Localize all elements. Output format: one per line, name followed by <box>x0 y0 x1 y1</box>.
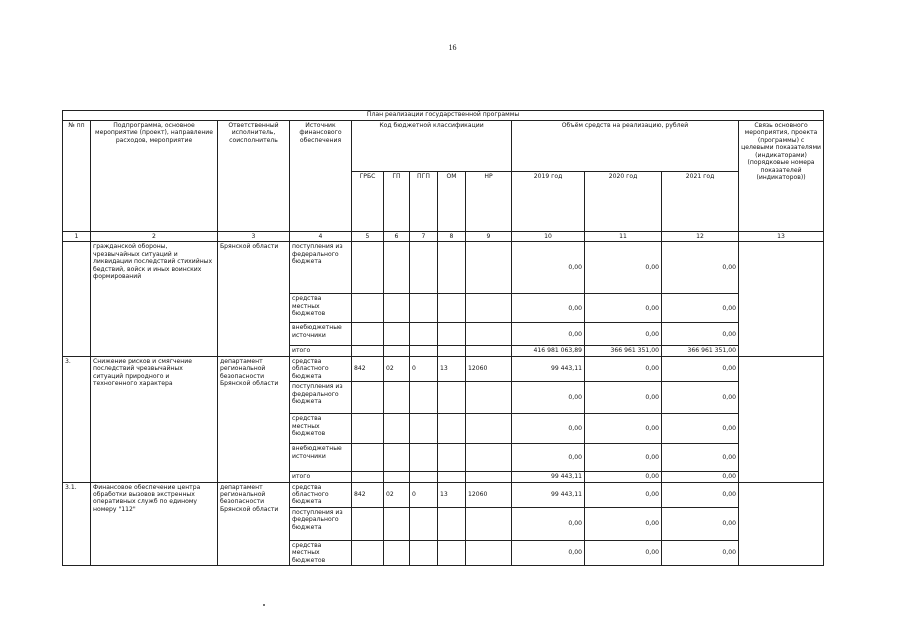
amount-2019: 0,00 <box>512 323 585 346</box>
code-om <box>438 414 466 444</box>
code-grbs <box>352 323 384 346</box>
amount-2021: 0,00 <box>662 323 739 346</box>
header-num: № пп <box>63 121 91 232</box>
amount-2020: 0,00 <box>585 472 662 482</box>
header-pgp: ПГП <box>410 172 438 232</box>
table-row <box>63 356 824 381</box>
column-number: 10 <box>512 232 585 242</box>
code-grbs <box>352 507 384 540</box>
funding-source: средства местных бюджетов <box>290 414 352 444</box>
funding-source: поступления из федерального бюджета <box>290 382 352 414</box>
amount-2021: 0,00 <box>662 472 739 482</box>
code-gp <box>384 294 410 323</box>
funding-source: внебюджетные источники <box>290 444 352 472</box>
scan-speck <box>263 604 265 606</box>
amount-2019: 0,00 <box>512 242 585 294</box>
code-om <box>438 382 466 414</box>
amount-2019: 99 443,11 <box>512 356 585 381</box>
amount-2019: 0,00 <box>512 382 585 414</box>
funding-source: средства местных бюджетов <box>290 540 352 565</box>
amount-2021: 0,00 <box>662 414 739 444</box>
header-2021: 2021 год <box>662 172 739 232</box>
amount-2020: 0,00 <box>585 414 662 444</box>
header-gp: ГП <box>384 172 410 232</box>
code-pgp <box>410 242 438 294</box>
funding-source: средства областного бюджета <box>290 482 352 507</box>
column-number: 2 <box>91 232 218 242</box>
code-grbs <box>352 294 384 323</box>
item-name: гражданской обороны, чрезвычайных ситуаций и ликвидации последствий стихийных бедствий, войск и иных воинских формирований <box>91 242 218 356</box>
amount-2020: 0,00 <box>585 356 662 381</box>
code-pgp <box>410 382 438 414</box>
item-responsible: департамент региональной безопасности Брянской области <box>218 356 290 482</box>
code-gp: 02 <box>384 482 410 507</box>
header-2019: 2019 год <box>512 172 585 232</box>
amount-2020: 0,00 <box>585 540 662 565</box>
column-numbers-row <box>63 232 824 242</box>
code-grbs <box>352 540 384 565</box>
amount-2021: 0,00 <box>662 444 739 472</box>
amount-2020: 366 961 351,00 <box>585 346 662 356</box>
amount-2020: 0,00 <box>585 323 662 346</box>
amount-2021: 0,00 <box>662 507 739 540</box>
table-row <box>63 482 824 507</box>
item-name: Снижение рисков и смягчение последствий чрезвычайных ситуаций природного и техногенного характера <box>91 356 218 482</box>
funding-source: итого <box>290 346 352 356</box>
column-number: 1 <box>63 232 91 242</box>
column-number: 5 <box>352 232 384 242</box>
code-gp <box>384 242 410 294</box>
funding-source: итого <box>290 472 352 482</box>
code-nr: 12060 <box>466 356 512 381</box>
code-gp: 02 <box>384 356 410 381</box>
code-gp <box>384 540 410 565</box>
code-om <box>438 346 466 356</box>
header-source: Источник финансового обеспечения <box>290 121 352 232</box>
header-link: Связь основного мероприятия, проекта (программы) с целевыми показателями (индикаторами) (порядковые номера показателей (индикаторов)) <box>739 121 824 232</box>
code-pgp <box>410 472 438 482</box>
amount-2019: 99 443,11 <box>512 482 585 507</box>
code-gp <box>384 323 410 346</box>
code-pgp <box>410 323 438 346</box>
amount-2021: 0,00 <box>662 242 739 294</box>
code-grbs: 842 <box>352 482 384 507</box>
code-nr <box>466 382 512 414</box>
code-grbs <box>352 382 384 414</box>
code-nr <box>466 323 512 346</box>
table-caption: План реализации государственной программы <box>63 111 824 121</box>
code-gp <box>384 472 410 482</box>
amount-2019: 0,00 <box>512 507 585 540</box>
code-pgp <box>410 444 438 472</box>
column-number: 3 <box>218 232 290 242</box>
column-number: 13 <box>739 232 824 242</box>
code-nr <box>466 294 512 323</box>
amount-2021: 366 961 351,00 <box>662 346 739 356</box>
code-grbs <box>352 472 384 482</box>
header-budget-class: Код бюджетной классификации <box>352 121 512 172</box>
code-grbs <box>352 346 384 356</box>
amount-2020: 0,00 <box>585 294 662 323</box>
code-nr <box>466 540 512 565</box>
amount-2019: 416 981 063,89 <box>512 346 585 356</box>
funding-source: поступления из федерального бюджета <box>290 507 352 540</box>
amount-2020: 0,00 <box>585 382 662 414</box>
amount-2021: 0,00 <box>662 382 739 414</box>
code-nr <box>466 507 512 540</box>
code-pgp: 0 <box>410 482 438 507</box>
header-grbs: ГРБС <box>352 172 384 232</box>
amount-2021: 0,00 <box>662 482 739 507</box>
code-om <box>438 323 466 346</box>
amount-2020: 0,00 <box>585 444 662 472</box>
item-responsible: Брянской области <box>218 242 290 356</box>
amount-2019: 0,00 <box>512 444 585 472</box>
plan-table <box>62 110 824 566</box>
column-number: 7 <box>410 232 438 242</box>
table-row <box>63 242 824 294</box>
code-gp <box>384 382 410 414</box>
code-grbs <box>352 414 384 444</box>
code-om <box>438 507 466 540</box>
header-responsible: Ответственный исполнитель, соисполнитель <box>218 121 290 232</box>
header-om: ОМ <box>438 172 466 232</box>
code-om <box>438 242 466 294</box>
code-om <box>438 444 466 472</box>
column-number: 6 <box>384 232 410 242</box>
code-pgp <box>410 540 438 565</box>
code-pgp: 0 <box>410 356 438 381</box>
indicator-link <box>739 242 824 356</box>
code-pgp <box>410 507 438 540</box>
plan-table-body <box>63 242 824 566</box>
item-number: 3. <box>63 356 91 482</box>
code-grbs: 842 <box>352 356 384 381</box>
amount-2019: 99 443,11 <box>512 472 585 482</box>
amount-2020: 0,00 <box>585 482 662 507</box>
code-gp <box>384 346 410 356</box>
code-nr <box>466 346 512 356</box>
amount-2021: 0,00 <box>662 540 739 565</box>
column-number: 8 <box>438 232 466 242</box>
code-gp <box>384 444 410 472</box>
code-om <box>438 294 466 323</box>
code-gp <box>384 414 410 444</box>
column-number: 9 <box>466 232 512 242</box>
page-number: 16 <box>448 43 457 52</box>
header-subprogram: Подпрограмма, основное мероприятие (проект), направление расходов, мероприятие <box>91 121 218 232</box>
code-nr: 12060 <box>466 482 512 507</box>
code-grbs <box>352 242 384 294</box>
amount-2021: 0,00 <box>662 294 739 323</box>
code-nr <box>466 472 512 482</box>
amount-2020: 0,00 <box>585 507 662 540</box>
code-om <box>438 472 466 482</box>
amount-2019: 0,00 <box>512 540 585 565</box>
code-nr <box>466 444 512 472</box>
code-om <box>438 540 466 565</box>
indicator-link <box>739 482 824 566</box>
code-gp <box>384 507 410 540</box>
amount-2019: 0,00 <box>512 414 585 444</box>
funding-source: средства местных бюджетов <box>290 294 352 323</box>
header-volume: Объём средств на реализацию, рублей <box>512 121 739 172</box>
code-pgp <box>410 294 438 323</box>
code-nr <box>466 414 512 444</box>
header-2020: 2020 год <box>585 172 662 232</box>
indicator-link <box>739 356 824 482</box>
column-number: 4 <box>290 232 352 242</box>
funding-source: средства областного бюджета <box>290 356 352 381</box>
code-om: 13 <box>438 482 466 507</box>
column-number: 12 <box>662 232 739 242</box>
item-number: 3.1. <box>63 482 91 566</box>
funding-source: внебюджетные источники <box>290 323 352 346</box>
header-nr: НР <box>466 172 512 232</box>
code-om: 13 <box>438 356 466 381</box>
code-nr <box>466 242 512 294</box>
code-grbs <box>352 444 384 472</box>
funding-source: поступления из федерального бюджета <box>290 242 352 294</box>
amount-2020: 0,00 <box>585 242 662 294</box>
column-number: 11 <box>585 232 662 242</box>
item-number <box>63 242 91 356</box>
amount-2021: 0,00 <box>662 356 739 381</box>
item-name: Финансовое обеспечение центра обработки вызовов экстренных оперативных служб по единому номеру "112" <box>91 482 218 566</box>
item-responsible: департамент региональной безопасности Брянской области <box>218 482 290 566</box>
amount-2019: 0,00 <box>512 294 585 323</box>
code-pgp <box>410 414 438 444</box>
code-pgp <box>410 346 438 356</box>
